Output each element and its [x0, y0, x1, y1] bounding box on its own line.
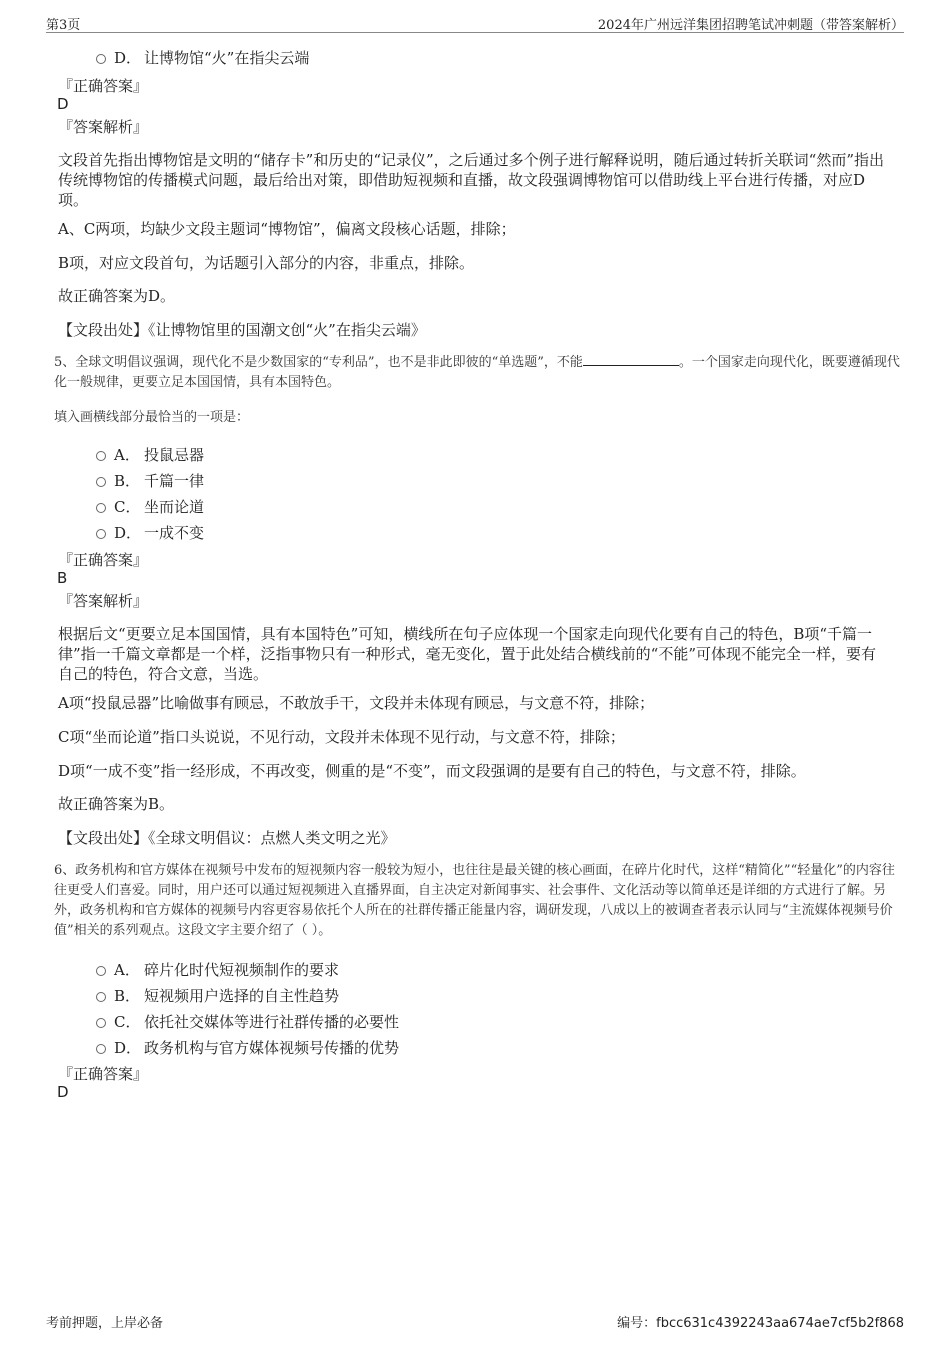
radio-icon[interactable]	[96, 1018, 106, 1028]
radio-icon[interactable]	[96, 477, 106, 487]
answer-value: B	[57, 569, 68, 587]
source-citation: 【文段出处】《全球文明倡议：点燃人类文明之光》	[58, 829, 396, 847]
option-d[interactable]: D． 政务机构与官方媒体视频号传播的优势	[96, 1037, 399, 1057]
radio-icon[interactable]	[96, 54, 106, 64]
page-footer	[46, 1312, 904, 1332]
analysis-paragraph: D项“一成不变”指一经形成，不再改变，侧重的是“不变”，而文段强调的是要有自己的特色，与文意不符，排除。	[58, 762, 806, 780]
footer-slogan: 考前押题，上岸必备	[46, 1316, 164, 1331]
answer-label: 『正确答案』	[58, 77, 149, 95]
analysis-paragraph: 故正确答案为D。	[58, 287, 176, 305]
analysis-paragraph: 根据后文“更要立足本国国情，具有本国特色”可知，横线所在句子应体现一个国家走向现代化要有自己的特色，B项“千篇一律”指一千篇文章都是一个样，泛指事物只有一种形式，毫无变化，置于此处结合横线前的“不能”可体现不能完全一样，要有自己的特色，符合文意，当选。	[58, 625, 877, 683]
option-d[interactable]: D． 让博物馆“火”在指尖云端	[96, 47, 309, 67]
analysis-label: 『答案解析』	[58, 118, 149, 136]
answer-label: 『正确答案』	[58, 551, 149, 569]
answer-value: D	[57, 1083, 69, 1101]
radio-icon[interactable]	[96, 992, 106, 1002]
source-citation: 【文段出处】《让博物馆里的国潮文创“火”在指尖云端》	[58, 321, 426, 339]
option-c[interactable]: C． 依托社交媒体等进行社群传播的必要性	[96, 1011, 399, 1031]
question-stem: 5、全球文明倡议强调，现代化不是少数国家的“专利品”，也不是非此即彼的“单选题”，不能 。一个国家走向现代化，既要遵循现代化一般规律，更要立足本国国情，具有本国特色。	[54, 355, 900, 390]
analysis-paragraph: 文段首先指出博物馆是文明的“储存卡”和历史的“记录仪”，之后通过多个例子进行解释说明，随后通过转折关联词“然而”指出传统博物馆的传播模式问题，最后给出对策，即借助短视频和直播，故文段强调博物馆可以借助线上平台进行传播，对应D项。	[58, 151, 885, 209]
option-a[interactable]: A． 碎片化时代短视频制作的要求	[96, 959, 339, 979]
option-b[interactable]: B． 千篇一律	[96, 470, 204, 490]
answer-label: 『正确答案』	[58, 1065, 149, 1083]
document-code: 编号：fbcc631c4392243aa674ae7cf5b2f868	[617, 1316, 904, 1331]
option-b[interactable]: B． 短视频用户选择的自主性趋势	[96, 985, 339, 1005]
answer-value: D	[57, 95, 69, 113]
option-a[interactable]: A． 投鼠忌器	[96, 444, 204, 464]
radio-icon[interactable]	[96, 529, 106, 539]
fill-blank	[583, 353, 679, 366]
analysis-paragraph: A项“投鼠忌器”比喻做事有顾忌，不敢放手干，文段并未体现有顾忌，与文意不符，排除；	[58, 694, 655, 712]
analysis-label: 『答案解析』	[58, 592, 149, 610]
analysis-paragraph: A、C两项，均缺少文段主题词“博物馆”，偏离文段核心话题，排除；	[58, 220, 516, 238]
analysis-paragraph: 故正确答案为B。	[58, 795, 175, 813]
radio-icon[interactable]	[96, 1044, 106, 1054]
analysis-paragraph: B项，对应文段首句，为话题引入部分的内容，非重点，排除。	[58, 254, 475, 272]
page-number: 第3页	[46, 18, 81, 33]
page-header	[46, 12, 904, 33]
question-prompt: 填入画横线部分最恰当的一项是：	[54, 410, 250, 425]
radio-icon[interactable]	[96, 451, 106, 461]
document-title: 2024年广州远洋集团招聘笔试冲刺题（带答案解析）	[597, 18, 904, 33]
analysis-paragraph: C项“坐而论道”指口头说说，不见行动，文段并未体现不见行动，与文意不符，排除；	[58, 728, 625, 746]
radio-icon[interactable]	[96, 966, 106, 976]
option-d[interactable]: D． 一成不变	[96, 522, 204, 542]
question-stem: 6、政务机构和官方媒体在视频号中发布的短视频内容一般较为短小，也往往是最关键的核心画面，在碎片化时代，这样“精简化”“轻量化”的内容往往更受人们喜爱。同时，用户还可以通过短视频进入直播界面，自主决定对新闻事实、社会事件、文化活动等以简单还是详细的方式进行了解。另外，政务机构和官方媒体的视频号内容更容易依托个人所在的社群传播正能量内容，调研发现，八成以上的被调查者表示认同与“主流媒体视频号价值”相关的系列观点。这段文字主要介绍了（ ）。	[54, 863, 895, 938]
radio-icon[interactable]	[96, 503, 106, 513]
option-c[interactable]: C． 坐而论道	[96, 496, 204, 516]
